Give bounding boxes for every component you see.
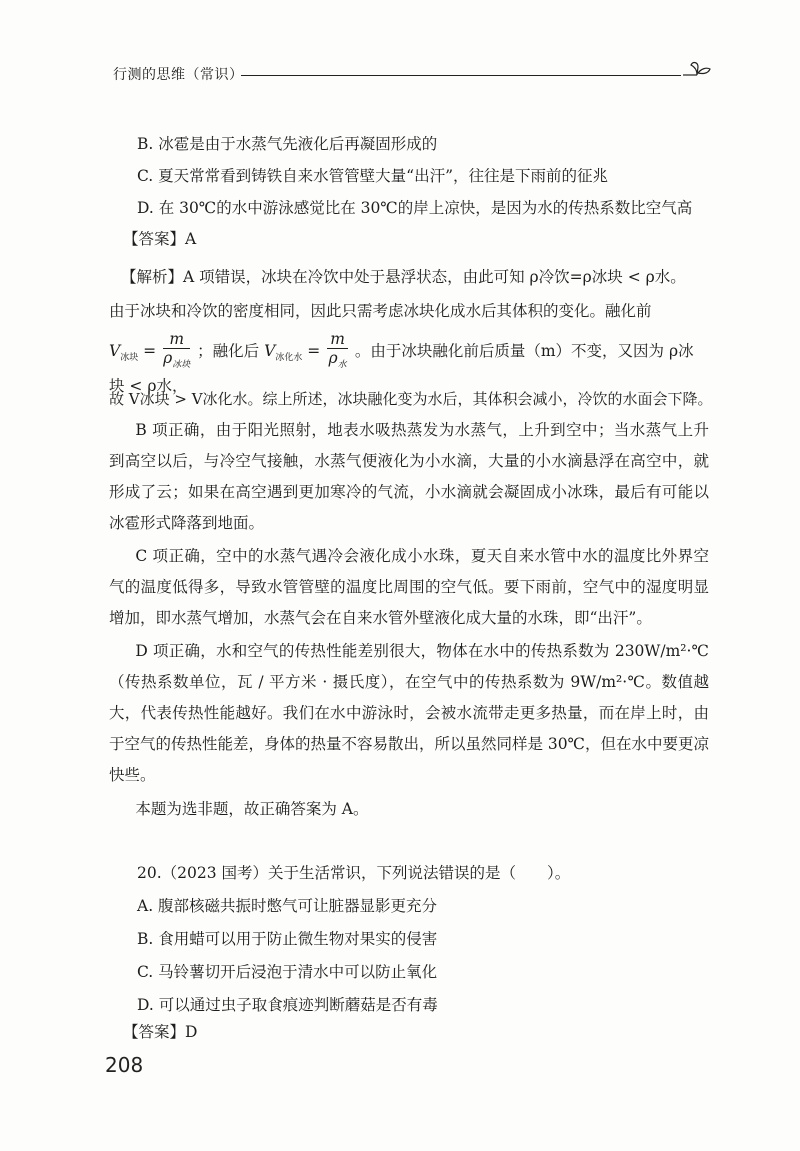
formula-sub-melt: 冰化水 [275,353,303,364]
header-title: 行测的思维（常识） [113,67,244,83]
analysis-b [109,415,709,539]
analysis-c-para: C 项正确，空中的水蒸气遇冷会液化成小水珠，夏天自来水管中水的温度比外界空气的温度低得多，导致水管管壁的温度比周围的空气低。要下雨前，空气中的湿度明显增加，即水蒸气增加，水蒸气会在自来水管外壁液化成大量的水珠，即“出汗”。 [109,547,709,627]
option-b: B. 冰雹是由于水蒸气先液化后再凝固形成的 [137,135,438,153]
formula-sub-ice: 冰块 [120,353,139,364]
header-rule [241,75,681,76]
question-20 [137,858,717,1020]
formula-v-ice: V [109,342,121,361]
analysis-conclusion-block [109,794,709,825]
density-formula: $V_{冰块}$ = $\frac{m}{\rho_{冰块}}$ ；融化后 $V_{冰化水}$ = $\frac{m}{\rho_水}$ 。由于冰块融化前后质量（m）不变，又因为 ρ冰块 < ρ水， [109,330,694,396]
q20-stem: 20.（2023 国考）关于生活常识，下列说法错误的是（ ）。 [137,864,571,882]
q20-answer: 【答案】D [123,1023,198,1041]
analysis-a-line2: 由于冰块和冷饮的密度相同，因此只需考虑冰块化成水后其体积的变化。融化前 [109,302,652,320]
analysis-d-para: D 项正确，水和空气的传热性能差别很大，物体在水中的传热系数为 230W/m²·℃（传热系数单位，瓦 / 平方米 · 摄氏度），在空气中的传热系数为 9W/m²·℃。数值越大，代表传热性能越好。我们在水中游泳时，会被水流带走更多热量，而在岸上时，由于空气的传热性能差，身体的热量不容易散出，所以虽然同样是 30℃，但在水中要更凉快些。 [109,642,709,784]
formula-rho-1: ρ [163,349,173,367]
q20-option-d: D. 可以通过虫子取食痕迹判断蘑菇是否有毒 [137,996,438,1014]
q19-answer-block [123,224,703,254]
q19-options [137,129,717,223]
q20-answer-block [123,1017,703,1047]
option-c: C. 夏天常常看到铸铁自来水管管壁大量“出汗”，往往是下雨前的征兆 [137,167,609,185]
formula-m-2: m [327,330,348,349]
q20-option-c: C. 马铃薯切开后浸泡于清水中可以防止氧化 [137,963,438,981]
analysis-b-para: B 项正确，由于阳光照射，地表水吸热蒸发为水蒸气，上升到空中；当水蒸气上升到高空以后，与冷空气接触，水蒸气便液化为小水滴，大量的小水滴悬浮在高空中，就形成了云；如果在高空遇到更加寒冷的气流，小水滴就会凝固成小冰珠，最后有可能以冰雹形式降落到地面。 [109,421,709,532]
page-number: 208 [105,1053,144,1077]
analysis-a-line1: 【解析】A 项错误，冰块在冷饮中处于悬浮状态，由此可知 ρ冷饮=ρ冰块 < ρ水。 [121,268,686,286]
analysis-a-line4: 故 V冰块 > V冰化水。综上所述，冰块融化变为水后，其体积会减小，冷饮的水面会下降。 [109,390,713,408]
formula-den-sub-water: 水 [337,360,347,371]
analysis-a-conclusion [109,384,713,414]
option-d: D. 在 30℃的水中游泳感觉比在 30℃的岸上凉快，是因为水的传热系数比空气高 [137,199,693,217]
formula-rho-2: ρ [328,349,338,367]
q19-answer: 【答案】A [123,230,197,248]
running-header [113,58,713,98]
formula-semicolon: ；融化后 [197,342,260,361]
formula-frac-water [327,330,348,374]
sprout-icon [679,58,715,84]
formula-den-sub-ice: 冰块 [172,360,191,371]
analysis-d [109,636,709,791]
formula-m-1: m [163,330,190,349]
analysis-conclusion: 本题为选非题，故正确答案为 A。 [135,800,369,818]
q20-option-b: B. 食用蜡可以用于防止微生物对果实的侵害 [137,930,438,948]
formula-text: 。由于冰块融化前后质量（m）不变，又因为 ρ冰块 < ρ水， [109,342,694,396]
analysis-a-intro [109,262,709,326]
formula-v-melt: V [264,342,276,361]
analysis-c [109,541,709,634]
q20-option-a: A. 腹部核磁共振时憋气可让脏器显影更充分 [137,897,438,915]
formula-frac-ice [163,330,190,374]
